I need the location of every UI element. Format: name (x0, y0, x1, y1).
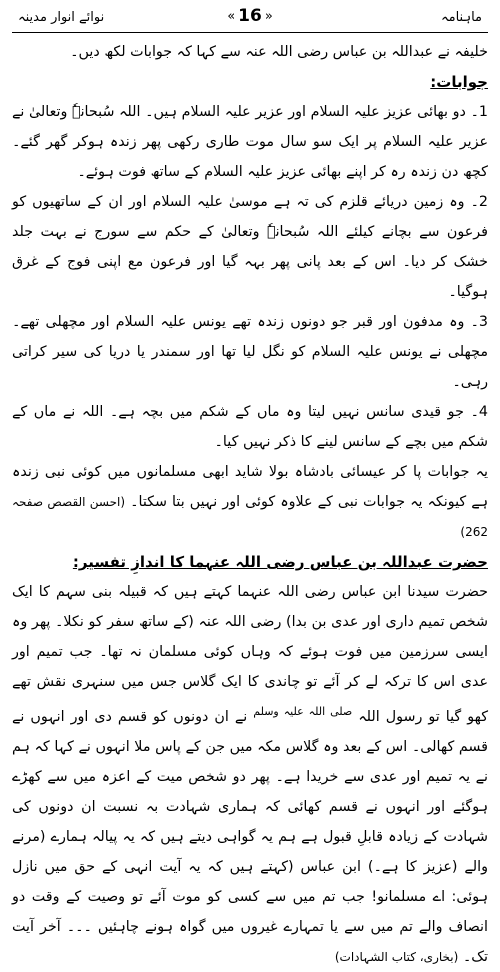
tafseer-heading: حضرت عبداللہ بن عباس رضی اللہ عنہما کا اندازِ تفسیر: (72, 553, 488, 571)
tafseer-text-1: حضرت سیدنا ابن عباس رضی اللہ عنہما کہتے ہیں کہ قبیلہ بنی سہم کا ایک شخص تمیم داری اور عدی بن بدا) رضی اللہ عنہ (کے ساتھ سفر کو نکلا۔ پھر وہ ایسی سرزمین میں فوت ہوئے کہ وہاں کوئی مسلمان نہ تھا۔ جب تمیم اور عدی اس کا ترکہ لے کر آئے تو چاندی کا ایک گلاس جس میں سنہری نقش تھے کھو گیا تو رسول اللہ (12, 584, 488, 725)
page-number-block (227, 6, 273, 26)
page-header (12, 6, 488, 33)
salawat-symbol: صلی اللہ علیہ وسلم (253, 705, 353, 718)
ornament-right-icon: » (264, 8, 273, 24)
answers-heading: جوابات: (430, 73, 488, 91)
answer-1: 1۔ دو بھائی عزیز علیہ السلام اور عزیر علیہ السلام ہیں۔ اللہ سُبحانہٗ وتعالیٰ نے عزیر علیہ السلام پر ایک سو سال موت طاری رکھی پھر زندہ ہوکر گھر گئے۔ کچھ دن زندہ رہ کر اپنے بھائی عزیز علیہ السلام کے ساتھ فوت ہوئے۔ (12, 104, 488, 180)
answer-3: 3۔ وہ مدفون اور قبر جو دونوں زندہ تھے یونس علیہ السلام اور مچھلی تھے۔ مچھلی نے یونس علیہ السلام کو نگل لیا تھا اور سمندر یا دریا کی سیر کراتی رہی۔ (12, 314, 488, 390)
magazine-title: نوائے انوار مدینہ (18, 10, 105, 25)
answer-2: 2۔ وہ زمین دریائے قلزم کی تہ ہے موسیٰ علیہ السلام اور ان کے ساتھیوں کو فرعون سے بچانے کیلئے اللہ سُبحانہٗ وتعالیٰ کے حکم سے سورج نے بہت جلد خشک کر دیا۔ اس کے بعد پانی پھر بہہ گیا اور فرعون مع اپنی فوج کے غرق ہوگیا۔ (12, 194, 488, 300)
tafseer-text-2: نے ان دونوں کو قسم دی اور انہوں نے قسم کھالی۔ اس کے بعد وہ گلاس مکہ میں جن کے پاس ملا انہوں نے کہا کہ ہم نے یہ تمیم اور عدی سے خریدا ہے۔ پھر دو شخص میت کے اعزہ میں سے کھڑے ہوگئے اور انہوں نے قسم کھائی کہ ہماری شہادت بہ نسبت ان دونوں کی شہادت کے زیادہ قابلِ قبول ہے ہم یہ گواہی دیتے ہیں کہ یہ پیالہ ہمارے (مرنے والے (عزیز کا ہے۔) ابن عباس (کہتے ہیں کہ یہ آیت انہی کے حق میں نازل ہوئی: اے مسلمانو! جب تم میں سے کسی کو موت آئے تو وصیت کے وقت دو انصاف والے تم میں سے یا تمہارے غیروں میں گواہ ہونے چاہئیں ۔۔۔ آخر آیت تک۔ (12, 708, 488, 965)
answer-4: 4۔ جو قیدی سانس نہیں لیتا وہ ماں کے شکم میں بچہ ہے۔ اللہ نے ماں کے شکم میں بچے کے سانس لینے کا ذکر نہیں کیا۔ (12, 404, 488, 450)
magazine-type: ماہنامہ (440, 10, 482, 25)
intro-paragraph: خلیفہ نے عبداللہ بن عباس رضی اللہ عنہ سے کہا کہ جوابات لکھ دیں۔ (70, 44, 488, 60)
tafseer-paragraph (12, 577, 488, 972)
tafseer-reference: (بخاری، کتاب الشہادات) (334, 949, 459, 964)
article-body (12, 37, 488, 972)
conclusion-text: یہ جوابات پا کر عیسائی بادشاہ بولا شاید ابھی مسلمانوں میں کوئی نبی زندہ ہے کیونکہ یہ جوابات نبی کے علاوہ کوئی اور نہیں بتا سکتا۔ (12, 464, 489, 510)
conclusion-reference: (احسن القصص صفحہ 262) (12, 495, 488, 539)
conclusion-paragraph (12, 457, 488, 547)
ornament-left-icon: « (227, 8, 236, 24)
page-number: 16 (238, 6, 262, 26)
